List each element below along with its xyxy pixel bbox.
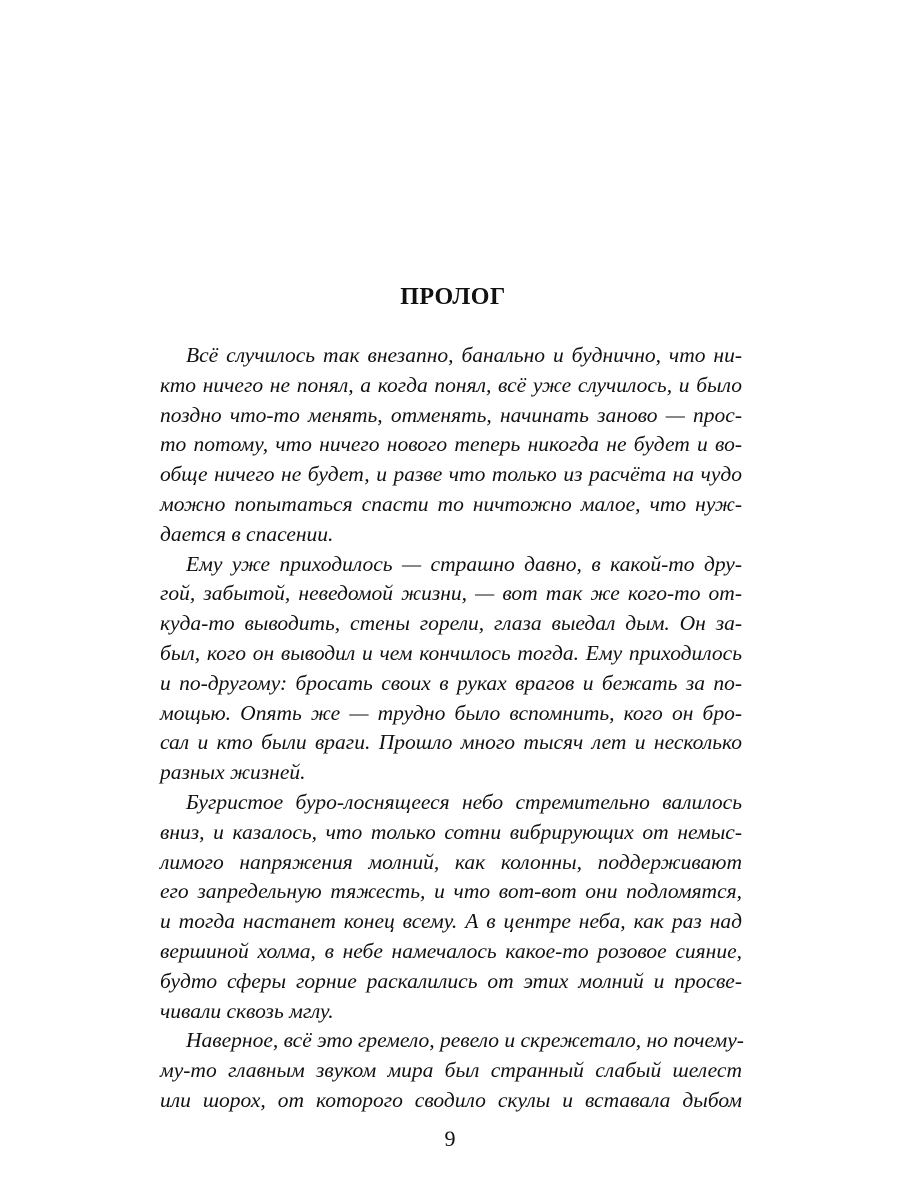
text-line: можно попытаться спасти то ничтожно малое, что нуж-: [160, 491, 742, 516]
text-line: был, кого он выводил и чем кончилось тогда. Ему приходилось: [160, 640, 742, 665]
text-line: лимого напряжения молний, как колонны, поддерживают: [160, 849, 742, 874]
paragraph: [160, 1026, 742, 1115]
text-line: поздно что-то менять, отменять, начинать заново — прос-: [160, 402, 742, 427]
text-line: гой, забытой, неведомой жизни, — вот так же кого-то от-: [160, 581, 742, 606]
paragraph: [160, 788, 742, 1026]
text-line: чивали сквозь мглу.: [160, 998, 334, 1023]
text-line: или шорох, от которого сводило скулы и вставала дыбом: [160, 1087, 742, 1112]
text-line: кто ничего не понял, а когда понял, всё уже случилось, и было: [160, 372, 742, 397]
text-line: Наверное, всё это гремело, ревело и скрежетало, но почему-: [186, 1028, 744, 1053]
text-line: му-то главным звуком мира был странный слабый шелест: [160, 1058, 742, 1083]
text-line: мощью. Опять же — трудно было вспомнить, кого он бро-: [160, 700, 742, 725]
text-line: Ему уже приходилось — страшно давно, в какой-то дру-: [186, 551, 742, 576]
text-line: то потому, что ничего нового теперь никогда не будет и во-: [160, 432, 742, 457]
text-line: вершиной холма, в небе намечалось какое-то розовое сияние,: [160, 938, 742, 963]
text-line: Всё случилось так внезапно, банально и буднично, что ни-: [186, 343, 742, 367]
paragraph: [160, 550, 742, 788]
text-line: его запредельную тяжесть, и что вот-вот они подломятся,: [160, 879, 742, 904]
paragraph: [160, 341, 742, 550]
text-line: вниз, и казалось, что только сотни вибрирующих от немыс-: [160, 819, 742, 844]
chapter-title: ПРОЛОГ: [400, 284, 506, 310]
text-line: и по-другому: бросать своих в руках врагов и бежать за по-: [160, 670, 742, 695]
text-line: куда-то выводить, стены горели, глаза выедал дым. Он за-: [160, 611, 742, 636]
page-number: 9: [444, 1126, 456, 1151]
text-line: и тогда настанет конец всему. А в центре неба, как раз над: [160, 909, 742, 934]
text-line: дается в спасении.: [160, 521, 334, 546]
text-line: разных жизней.: [160, 760, 306, 785]
text-line: сал и кто были враги. Прошло много тысяч лет и несколько: [160, 730, 742, 755]
text-line: будто сферы горние раскалились от этих молний и просве-: [160, 968, 742, 993]
body-text: [160, 341, 742, 1116]
text-line: обще ничего не будет, и разве что только из расчёта на чудо: [160, 462, 742, 487]
text-line: Бугристое буро-лоснящееся небо стремительно валилось: [186, 789, 742, 814]
